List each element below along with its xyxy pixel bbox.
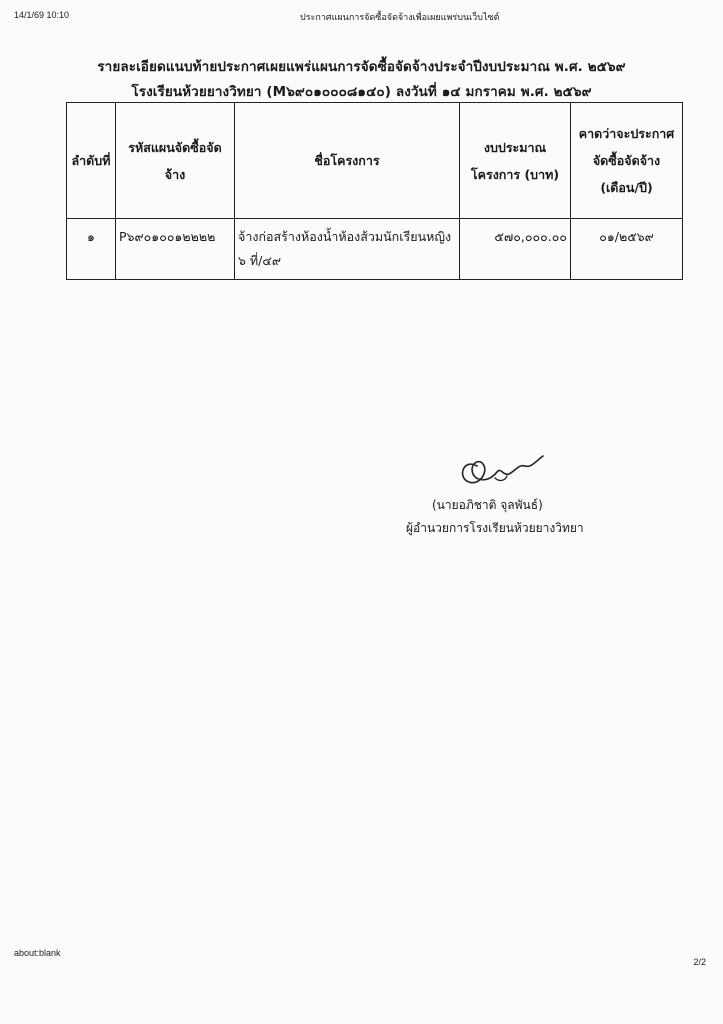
header-expected-date: คาดว่าจะประกาศจัดซื้อจัดจ้าง (เดือน/ปี) xyxy=(571,103,683,219)
print-url: about:blank xyxy=(14,948,61,958)
header-plan-code: รหัสแผนจัดซื้อจัดจ้าง xyxy=(116,103,235,219)
header-seq: ลำดับที่ xyxy=(67,103,116,219)
print-page-title: ประกาศแผนการจัดซื้อจัดจ้างเพื่อเผยแพร่บนเว็บไซต์ xyxy=(300,13,500,23)
document-subtitle: โรงเรียนห้วยยางวิทยา (M๖๙๐๑๐๐๐๘๑๔๐) ลงวันที่ ๑๔ มกราคม พ.ศ. ๒๕๖๙ xyxy=(131,84,592,100)
header-project-name: ชื่อโครงการ xyxy=(235,103,460,219)
table-header-row xyxy=(67,103,683,219)
document-title: รายละเอียดแนบท้ายประกาศเผยแพร่แผนการจัดซื้อจัดจ้างประจำปีงบประมาณ พ.ศ. ๒๕๖๙ xyxy=(97,59,626,75)
cell-budget: ๕๗๐,๐๐๐.๐๐ xyxy=(460,219,571,280)
cell-project-name: จ้างก่อสร้างห้องน้ำห้องส้วมนักเรียนหญิง ๖ ที่/๔๙ xyxy=(235,219,460,280)
procurement-plan-table xyxy=(66,102,683,280)
cell-seq: ๑ xyxy=(67,219,116,280)
print-datetime: 14/1/69 10:10 xyxy=(14,10,70,20)
cell-plan-code: P๖๙๐๑๐๐๑๒๒๒๒ xyxy=(116,219,235,280)
signature-mark xyxy=(455,448,555,494)
print-page-number: 2/2 xyxy=(693,957,706,967)
signer-title: ผู้อำนวยการโรงเรียนห้วยยางวิทยา xyxy=(406,521,584,535)
cell-expected-date: ๐๑/๒๕๖๙ xyxy=(571,219,683,280)
signer-name: (นายอภิชาติ จุลพันธ์) xyxy=(432,498,543,512)
table-row xyxy=(67,219,683,280)
header-budget: งบประมาณโครงการ (บาท) xyxy=(460,103,571,219)
